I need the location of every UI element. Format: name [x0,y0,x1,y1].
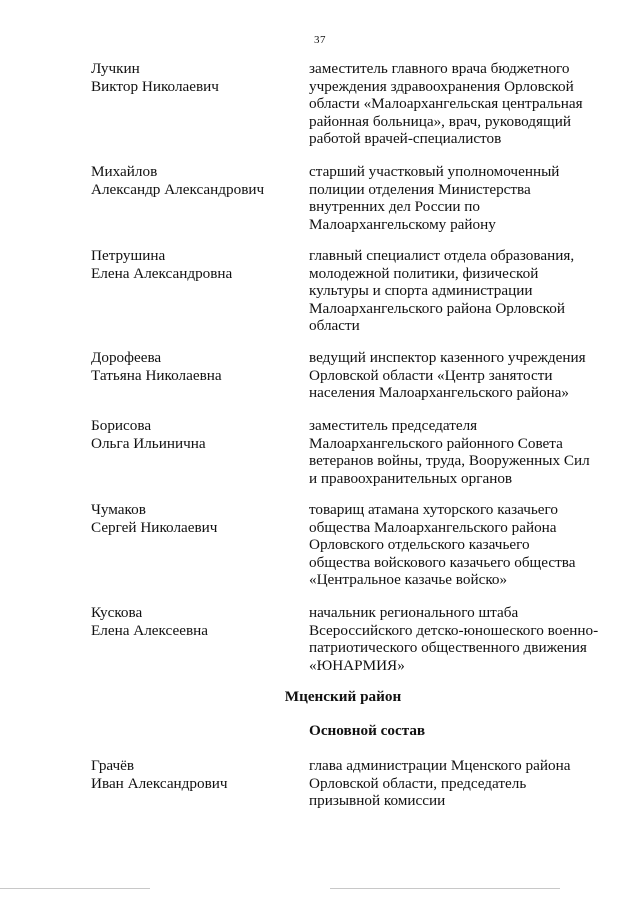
role-line: общества Малоархангельского района [309,518,557,536]
role-line: патриотического общественного движения [309,639,587,657]
scan-artifact-line [0,888,150,889]
role-line: Орловского отдельского казачьего [309,536,530,554]
member-name [91,417,301,452]
role-line: Орловской области «Центр занятости [309,366,553,384]
member-role [309,501,609,589]
member-surname: Лучкин [91,60,140,77]
role-line: «Центральное казачье войско» [309,571,508,589]
role-line: области [309,317,360,335]
role-line: Малоархангельского района Орловской [309,299,566,317]
member-given-names: Ольга Ильинична [91,434,206,452]
member-surname: Грачёв [91,757,135,774]
member-name [91,757,301,792]
role-line: внутренних дел России по [309,198,480,216]
member-role [309,604,609,674]
member-role [309,247,609,335]
scan-artifact-line [330,888,560,889]
role-line: Всероссийского детско-юношеского военно- [309,621,599,639]
role-line: старший участковый уполномоченный [309,163,560,180]
role-line: молодежной политики, физической [309,264,539,282]
role-line: работой врачей-специалистов [309,130,502,148]
member-name [91,349,301,384]
member-role [309,349,609,402]
member-given-names: Елена Алексеевна [91,621,208,639]
member-surname: Чумаков [91,501,146,518]
role-line: начальник регионального штаба [309,604,519,621]
page-number: 37 [314,34,326,46]
role-line: ведущий инспектор казенного учреждения [309,349,586,366]
member-surname: Михайлов [91,163,158,180]
role-line: «ЮНАРМИЯ» [309,656,405,674]
district-heading: Мценский район [284,688,402,705]
member-surname: Кускова [91,604,143,621]
section-subheading: Основной состав [309,722,426,739]
member-role [309,757,609,810]
role-line: главный специалист отдела образования, [309,247,575,264]
role-line: Малоархангельскому району [309,215,496,233]
role-line: Орловской области, председатель [309,774,527,792]
member-given-names: Татьяна Николаевна [91,366,222,384]
member-given-names: Виктор Николаевич [91,77,219,95]
member-name [91,163,301,198]
role-line: Малоархангельского районного Совета [309,434,563,452]
member-given-names: Елена Александровна [91,264,233,282]
role-line: и правоохранительных органов [309,469,513,487]
member-given-names: Сергей Николаевич [91,518,218,536]
role-line: товарищ атамана хуторского казачьего [309,501,558,518]
role-line: районная больница», врач, руководящий [309,112,571,130]
member-role [309,60,609,148]
member-name [91,247,301,282]
member-surname: Борисова [91,417,152,434]
role-line: общества войскового казачьего общества [309,553,576,571]
member-role [309,163,609,233]
member-role [309,417,609,487]
role-line: области «Малоархангельская центральная [309,95,583,113]
role-line: населения Малоархангельского района» [309,384,570,402]
role-line: призывной комиссии [309,792,446,810]
member-name [91,501,301,536]
role-line: ветеранов войны, труда, Вооруженных Сил [309,452,590,470]
member-name [91,604,301,639]
member-surname: Дорофеева [91,349,162,366]
member-given-names: Иван Александрович [91,774,228,792]
role-line: заместитель главного врача бюджетного [309,60,570,77]
role-line: заместитель председателя [309,417,478,434]
role-line: культуры и спорта администрации [309,282,533,300]
role-line: учреждения здравоохранения Орловской [309,77,574,95]
role-line: глава администрации Мценского района [309,757,571,774]
role-line: полиции отделения Министерства [309,180,531,198]
member-given-names: Александр Александрович [91,180,265,198]
member-name [91,60,301,95]
member-surname: Петрушина [91,247,166,264]
